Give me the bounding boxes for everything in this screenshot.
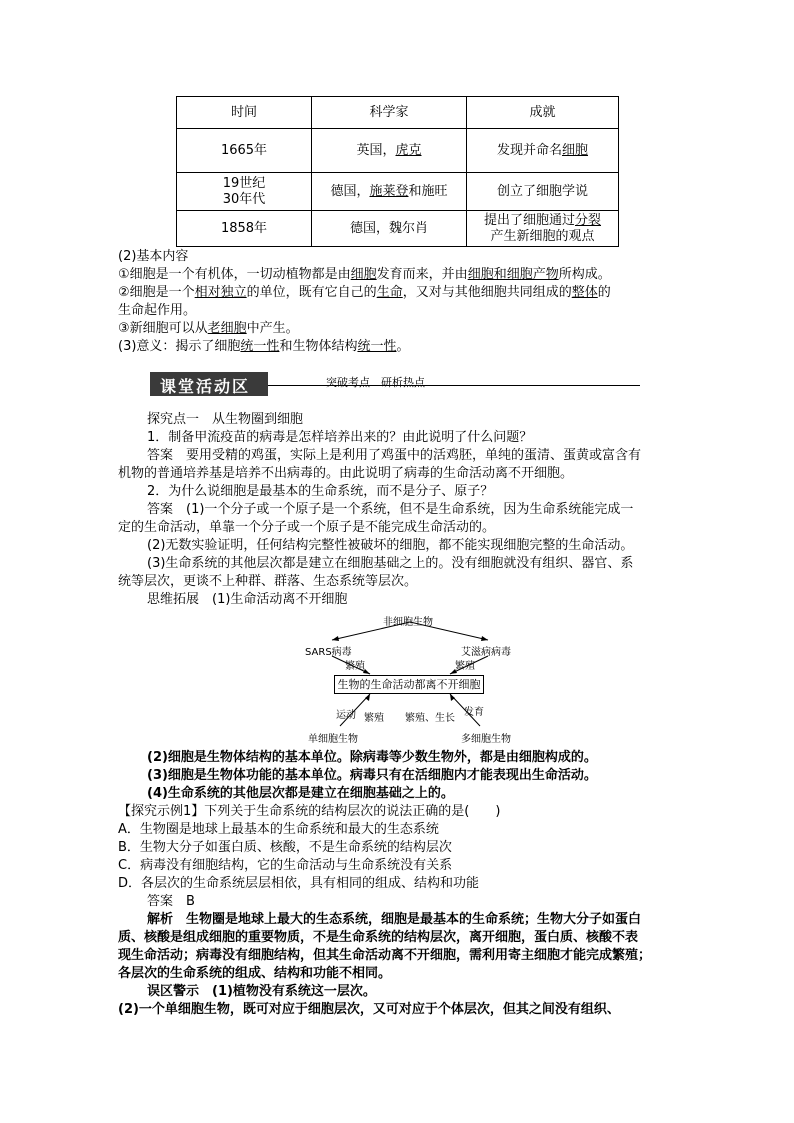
diagram-repro-bottom: 繁殖 <box>364 713 384 724</box>
table-header-scientist: 科学家 <box>312 97 467 129</box>
section-divider <box>268 385 640 386</box>
diagram-unicellular: 单细胞生物 <box>308 734 358 745</box>
caution-line-1: 误区警示 (1)植物没有系统这一层次。 <box>147 984 376 999</box>
table-row <box>177 129 619 173</box>
diagram-movement: 运动 <box>336 710 356 721</box>
answer-2-point-2: (2)无数实验证明，任何结构完整性被破坏的细胞，都不能实现细胞完整的生命活动。 <box>147 538 634 553</box>
answer-2: 答案 (1)一个分子或一个原子是一个系统，但不是生命系统，因为生命系统能完成一 <box>147 502 634 517</box>
table-cell-scientist: 英国，虎克 <box>312 129 467 173</box>
table-header-row <box>177 97 619 129</box>
option-b: B．生物大分子如蛋白质、核酸，不是生命系统的结构层次 <box>118 840 452 855</box>
diagram-development: 发育 <box>464 707 484 718</box>
option-c: C．病毒没有细胞结构，它的生命活动与生命系统没有关系 <box>118 858 453 873</box>
table-cell-achievement: 提出了细胞通过分裂 产生新细胞的观点 <box>467 211 619 247</box>
arrowhead-6 <box>450 694 455 701</box>
content-paragraph-1: ①细胞是一个有机体，一切动植物都是由细胞发育而来，并由细胞和细胞产物所构成。 <box>118 267 611 282</box>
analysis-line-1: 解析 生物圈是地球上最大的生态系统，细胞是最基本的生命系统；生物大分子如蛋白 <box>147 912 642 927</box>
point-4: (4)生命系统的其他层次都是建立在细胞基础之上的。 <box>147 786 454 801</box>
diagram-right-repro: 繁殖 <box>455 661 475 672</box>
table-cell-time: 1858年 <box>177 211 312 247</box>
answer-2-point-3: (3)生命系统的其他层次都是建立在细胞基础之上的。没有细胞就没有组织、器官、系 <box>147 556 634 571</box>
option-a: A．生物圈是地球上最基本的生命系统和最大的生态系统 <box>118 822 439 837</box>
answer-1: 答案 要用受精的鸡蛋，实际上是利用了鸡蛋中的活鸡胚，单纯的蛋清、蛋黄或富含有 <box>147 448 642 463</box>
table-cell-achievement: 发现并命名细胞 <box>467 129 619 173</box>
arrowhead-5 <box>365 694 370 701</box>
point-2: (2)细胞是生物体结构的基本单位。除病毒等少数生物外，都是由细胞构成的。 <box>147 750 597 765</box>
table-cell-time: 19世纪 30年代 <box>177 173 312 211</box>
diagram-repro-growth: 繁殖、生长 <box>405 713 455 724</box>
table-row <box>177 211 619 247</box>
content-paragraph-3: ③新细胞可以从老细胞中产生。 <box>118 321 299 336</box>
diagram-sars-label: SARS病毒 <box>305 647 352 658</box>
diagram-center-box: 生物的生命活动都离不开细胞 <box>334 675 484 694</box>
answer-2-point-3-cont: 统等层次，更谈不上种群、群落、生态系统等层次。 <box>118 574 418 589</box>
content-paragraph-4: (3)意义：揭示了细胞统一性和生物体结构统一性。 <box>118 339 410 354</box>
explore-point-title: 探究点一 从生物圈到细胞 <box>147 412 304 427</box>
question-1: 1．制备甲流疫苗的病毒是怎样培养出来的？由此说明了什么问题？ <box>147 430 533 445</box>
table-cell-achievement: 创立了细胞学说 <box>467 173 619 211</box>
history-table <box>176 96 619 247</box>
diagram-top-label: 非细胞生物 <box>383 617 433 628</box>
content-heading: (2)基本内容 <box>118 249 189 264</box>
analysis-line-3: 现生命活动；病毒没有细胞结构，但其生命活动离不开细胞，需利用寄主细胞才能完成繁殖； <box>118 948 652 963</box>
example-question: 【探究示例1】下列关于生命系统的结构层次的说法正确的是( ) <box>118 804 501 819</box>
analysis-line-4: 各层次的生命系统的组成、结构和功能不相同。 <box>118 966 392 981</box>
answer-2-cont: 定的生命活动，单靠一个分子或一个原子是不能完成生命活动的。 <box>118 520 496 535</box>
table-cell-time: 1665年 <box>177 129 312 173</box>
table-cell-scientist: 德国，施莱登和施旺 <box>312 173 467 211</box>
table-header-achievement: 成就 <box>467 97 619 129</box>
table-row <box>177 173 619 211</box>
diagram-left-repro: 繁殖 <box>345 661 365 672</box>
option-d: D．各层次的生命系统层层相依，具有相同的组成、结构和功能 <box>118 876 480 891</box>
point-3: (3)细胞是生物体功能的基本单位。病毒只有在活细胞内才能表现出生命活动。 <box>147 768 597 783</box>
section-title: 课堂活动区 <box>160 377 251 396</box>
example-answer: 答案 B <box>147 894 195 909</box>
thinking-extension: 思维拓展 (1)生命活动离不开细胞 <box>147 592 348 607</box>
answer-1-cont: 机物的普通培养基是培养不出病毒的。由此说明了病毒的生命活动离不开细胞。 <box>118 466 574 481</box>
table-header-time: 时间 <box>177 97 312 129</box>
section-subtitle: 突破考点 研析热点 <box>326 376 425 389</box>
content-paragraph-2: ②细胞是一个相对独立的单位，既有它自己的生命，又对与其他细胞共同组成的整体的 <box>118 285 611 300</box>
caution-line-2: (2)一个单细胞生物，既可对应于细胞层次，又可对应于个体层次，但其之间没有组织、 <box>118 1002 620 1017</box>
question-2: 2．为什么说细胞是最基本的生命系统，而不是分子、原子？ <box>147 484 494 499</box>
content-paragraph-2-cont: 生命起作用。 <box>118 303 197 318</box>
diagram-aids-label: 艾滋病病毒 <box>461 647 511 658</box>
table-cell-scientist: 德国，魏尔肖 <box>312 211 467 247</box>
analysis-line-2: 质、核酸是组成细胞的重要物质，不是生命系统的结构层次，离开细胞，蛋白质、核酸不表 <box>118 930 639 945</box>
diagram-multicellular: 多细胞生物 <box>461 734 511 745</box>
